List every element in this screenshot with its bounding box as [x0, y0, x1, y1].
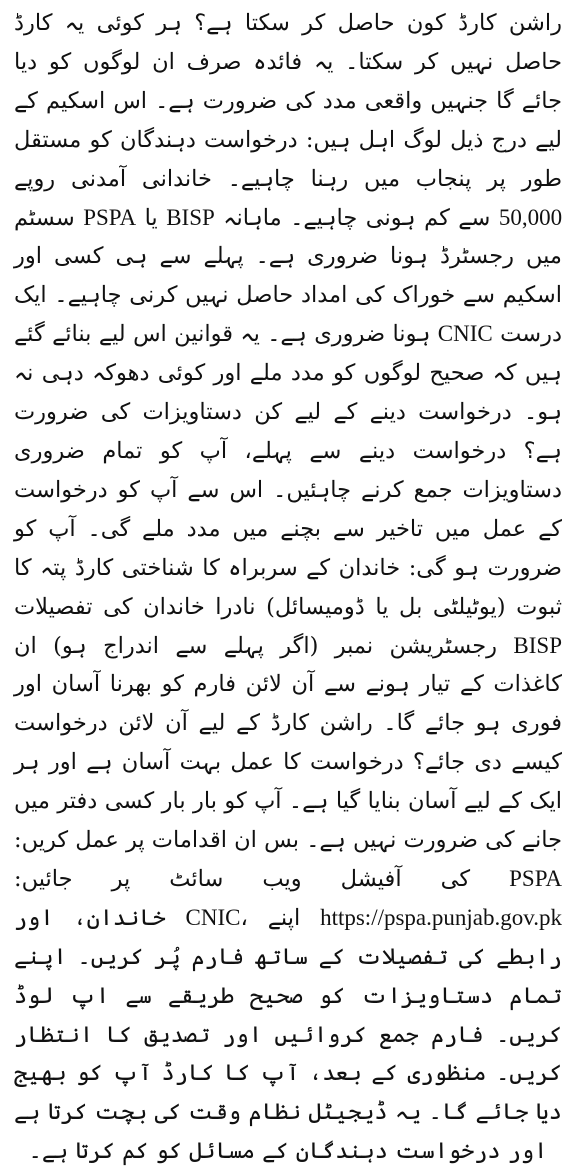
article-page: [14, 4, 563, 1165]
pspa-website-url: https://pspa.punjab.gov.pk: [320, 904, 562, 930]
bisp-term: BISP: [513, 632, 562, 658]
income-limit-value: 50,000: [498, 204, 563, 230]
bisp-term: BISP: [166, 204, 215, 230]
text-monthly: ماہانہ: [223, 204, 282, 231]
cnic-term: CNIC،: [185, 904, 248, 930]
text-income-condition: سے کم ہونی چاہیے۔: [290, 204, 491, 231]
text-eligibility-intro: راشن کارڈ کون حاصل کر سکتا ہے؟ ہر کوئی یہ کارڈ حاصل نہیں کر سکتا۔ یہ فائدہ صرف ان لوگوں کو دیا جائے گا جنہیں واقعی مدد کی ضرورت ہے۔ اس اسکیم کے لیے درج ذیل لوگ اہل ہیں: درخواست دہندگان کو مستقل طور پر پنجاب میں رہنا چاہیے۔ خاندانی آمدنی روپے: [14, 10, 562, 192]
text-online-process: رجسٹریشن نمبر (اگر پہلے سے اندراج ہو) ان کاغذات کے تیار ہونے سے آن لائن فارم کو بھرنا آسان اور فوری ہو جائے گا۔ راشن کارڈ کے لیے آن لائن درخواست کیسے دی جائے؟ درخواست کا عمل بہت آسان ہے اور ہر ایک کے لیے آسان بنایا گیا ہے۔ آپ کو بار بار کسی دفتر میں جانے کی ضرورت نہیں ہے۔ بس ان اقدامات پر عمل کریں:: [14, 632, 562, 854]
text-or: یا: [144, 204, 158, 231]
text-documents-section: ہونا ضروری ہے۔ یہ قوانین اس لیے بنائے گئے ہیں کہ صحیح لوگوں کو مدد ملے اور کوئی دھوکہ دہی نہ ہو۔ درخواست دینے کے لیے کن دستاویزات کی ضرورت ہے؟ درخواست دینے سے پہلے، آپ کو تمام ضروری دستاویزات جمع کرنے چاہئیں۔ اس سے آپ کو درخواست کے عمل میں تاخیر سے بچنے میں مدد ملے گی۔ آپ کو ضرورت ہو گی: خاندان کے سربراہ کا شناختی کارڈ پتہ کا ثبوت (یوٹیلٹی بل یا ڈومیسائل) نادرا خاندان کی تفصیلات: [14, 321, 562, 620]
text-registration-condition: سسٹم میں رجسٹرڈ ہونا ضروری ہے۔ پہلے سے ہی کسی اور اسکیم سے خوراک کی امداد حاصل نہیں کرنی چاہیے۔ ایک درست: [14, 204, 562, 348]
text-visit-website: کی آفیشل ویب سائٹ پر جائیں:: [14, 865, 471, 892]
text-your: اپنے: [267, 904, 301, 931]
text-final-steps: خاندان، اور رابطے کی تفصیلات کے ساتھ فارم پُر کریں۔ اپنے تمام دستاویزات کو صحیح طریقے سے اپ لوڈ کریں۔ فارم جمع کروائیں اور تصدیق کا انتظار کریں۔ منظوری کے بعد، آپ کا کارڈ آپ کو بھیج دیا جائے گا۔ یہ ڈیجیٹل نظام وقت کی بچت کرتا ہے اور درخواست دہندگان کے مسائل کو کم کرتا ہے۔: [14, 904, 562, 1165]
cnic-term: CNIC: [437, 321, 493, 347]
article-paragraph: [14, 4, 562, 1171]
pspa-term: PSPA: [83, 204, 137, 230]
pspa-term: PSPA: [509, 865, 562, 891]
